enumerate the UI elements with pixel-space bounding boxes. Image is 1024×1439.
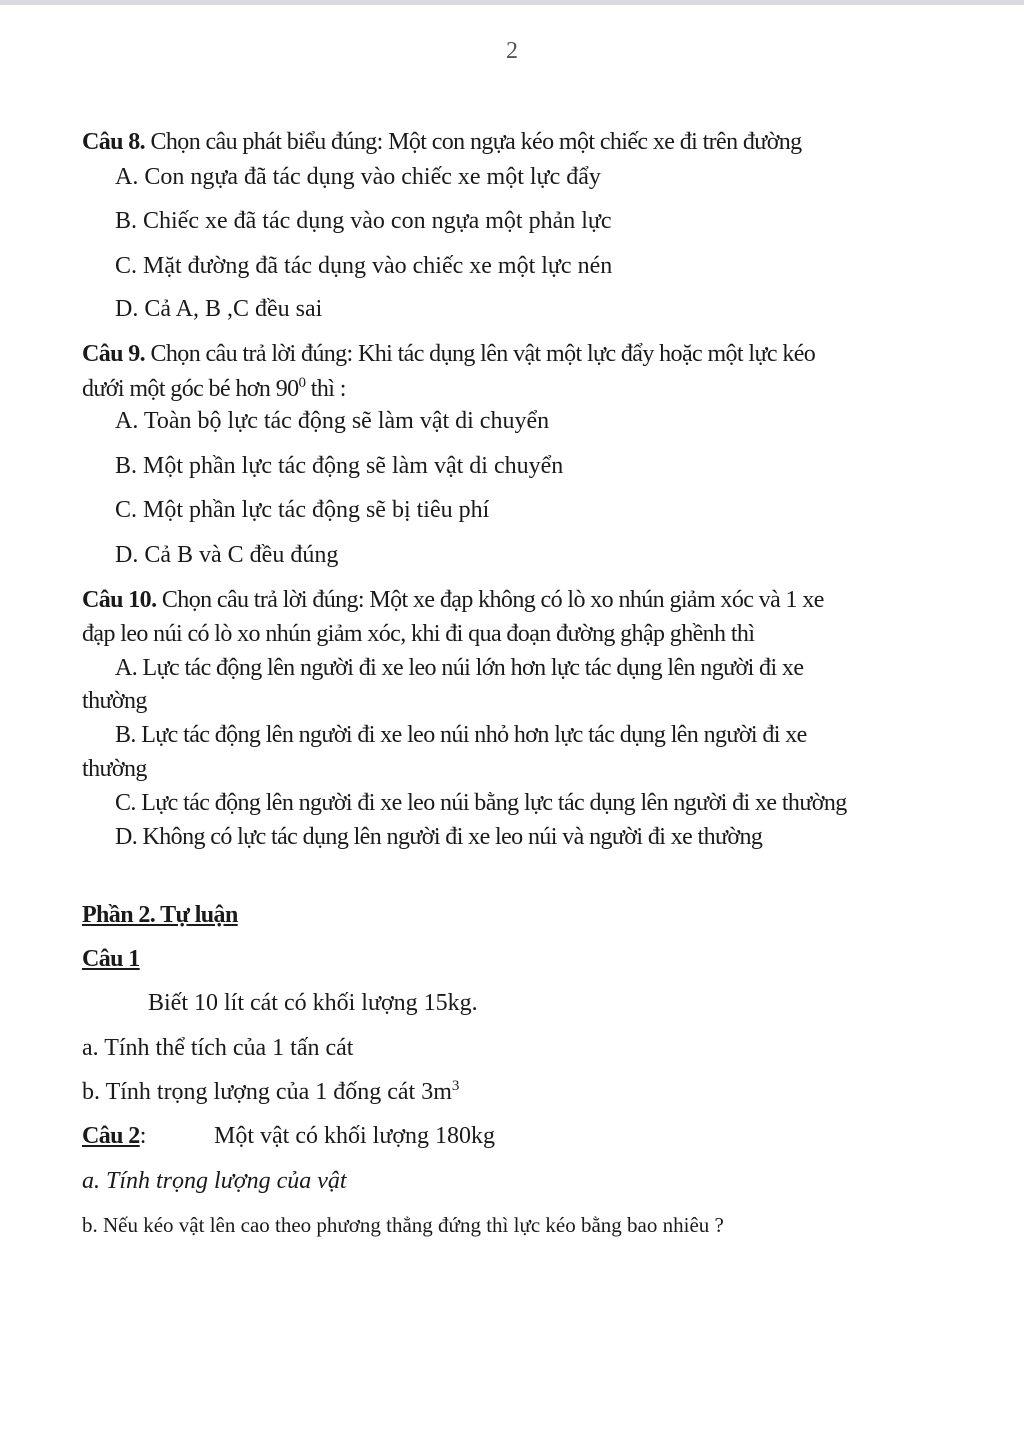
question-9-option-c: C. Một phần lực tác động sẽ bị tiêu phí	[115, 497, 490, 523]
question-9	[82, 339, 815, 369]
question-10-text: Chọn câu trả lời đúng: Một xe đạp không có lò xo nhún giảm xóc và 1 xe	[156, 587, 824, 613]
question-10-text-line2: đạp leo núi có lò xo nhún giảm xóc, khi đi qua đoạn đường ghập ghềnh thì	[82, 621, 755, 647]
question-8-label: Câu 8.	[82, 129, 146, 155]
question-8-option-b: B. Chiếc xe đã tác dụng vào con ngựa một phản lực	[115, 208, 612, 234]
question-8-text: Chọn câu phát biểu đúng: Một con ngựa kéo một chiếc xe đi trên đường	[145, 129, 802, 155]
question-10	[82, 585, 824, 615]
part-2-title: Phần 2. Tự luận	[82, 902, 238, 928]
essay-question-2-intro: Một vật có khối lượng 180kg	[214, 1123, 496, 1149]
question-9-text-line2-b: thì :	[305, 376, 346, 402]
top-border	[0, 0, 1024, 5]
essay-question-1-intro: Biết 10 lít cát có khối lượng 15kg.	[148, 990, 478, 1016]
question-10-option-b-cont: thường	[82, 756, 147, 782]
question-9-text-line2	[82, 374, 346, 404]
question-10-option-a-cont: thường	[82, 688, 147, 714]
question-9-label: Câu 9.	[82, 341, 146, 367]
question-10-option-d: D. Không có lực tác dụng lên người đi xe leo núi và người đi xe thường	[115, 824, 763, 850]
essay-question-1-b-text: b. Tính trọng lượng của 1 đống cát 3m	[82, 1079, 452, 1105]
essay-question-2	[82, 1121, 146, 1151]
question-10-label: Câu 10.	[82, 587, 157, 613]
question-10-option-b: B. Lực tác động lên người đi xe leo núi nhỏ hơn lực tác dụng lên người đi xe	[115, 722, 807, 748]
essay-question-1-b	[82, 1077, 459, 1107]
page-number: 2	[506, 38, 518, 64]
question-8-option-d: D. Cả A, B ,C đều sai	[115, 296, 323, 322]
essay-question-2-colon: :	[139, 1123, 146, 1149]
question-9-text-line2-a: dưới một góc bé hơn 90	[82, 376, 299, 402]
question-9-text: Chọn câu trả lời đúng: Khi tác dụng lên vật một lực đẩy hoặc một lực kéo	[145, 341, 816, 367]
essay-question-2-a: a. Tính trọng lượng của vật	[82, 1168, 347, 1194]
essay-question-1-a: a. Tính thể tích của 1 tấn cát	[82, 1035, 354, 1061]
question-9-option-b: B. Một phần lực tác động sẽ làm vật di chuyển	[115, 453, 564, 479]
question-10-option-a: A. Lực tác động lên người đi xe leo núi lớn hơn lực tác dụng lên người đi xe	[115, 655, 804, 681]
degree-superscript: 0	[298, 375, 306, 391]
question-8	[82, 127, 802, 157]
question-8-option-c: C. Mặt đường đã tác dụng vào chiếc xe một lực nén	[115, 253, 613, 279]
essay-question-1-label: Câu 1	[82, 946, 140, 972]
question-8-option-a: A. Con ngựa đã tác dụng vào chiếc xe một lực đẩy	[115, 164, 601, 190]
question-9-option-a: A. Toàn bộ lực tác động sẽ làm vật di chuyển	[115, 408, 550, 434]
cubic-superscript: 3	[451, 1078, 460, 1094]
question-9-option-d: D. Cả B và C đều đúng	[115, 542, 339, 568]
essay-question-2-label: Câu 2	[82, 1123, 140, 1149]
question-10-option-c: C. Lực tác động lên người đi xe leo núi bằng lực tác dụng lên người đi xe thường	[115, 790, 847, 816]
essay-question-2-b: b. Nếu kéo vật lên cao theo phương thẳng đứng thì lực kéo bằng bao nhiêu ?	[82, 1213, 724, 1237]
